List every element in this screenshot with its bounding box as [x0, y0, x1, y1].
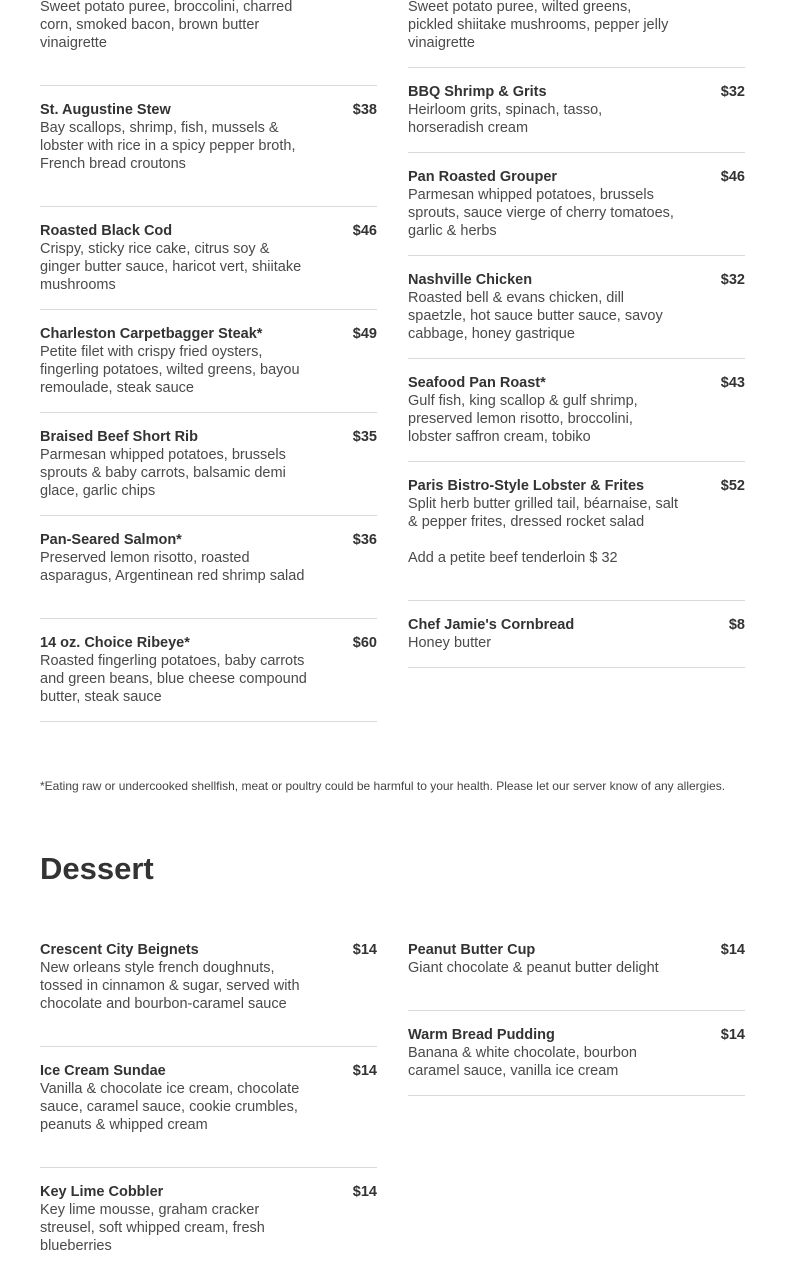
item-description: Sweet potato puree, wilted greens, pickled shiitake mushrooms, pepper jelly vinaigrette — [408, 0, 669, 51]
menu-item — [408, 256, 745, 359]
menu-item — [408, 153, 745, 256]
item-description: Gulf fish, king scallop & gulf shrimp, preserved lemon risotto, broccolini, lobster saffron cream, tobiko — [408, 393, 638, 445]
entrees-left-column — [40, 101, 377, 722]
item-price: $46 — [720, 169, 745, 185]
menu-item — [40, 0, 377, 86]
item-description: Petite filet with crispy fried oysters, fingerling potatoes, wilted greens, bayou remoulade, steak sauce — [40, 344, 300, 396]
item-price: $60 — [352, 635, 377, 651]
item-name: Roasted Black Cod — [40, 223, 173, 239]
item-price: $35 — [352, 429, 377, 445]
item-description: Roasted fingerling potatoes, baby carrots and green beans, blue cheese compound butter, steak sauce — [40, 653, 307, 705]
menu-item — [408, 68, 745, 153]
item-name: 14 oz. Choice Ribeye* — [40, 635, 190, 651]
menu-item — [40, 310, 377, 413]
menu-item — [40, 1047, 377, 1168]
item-price: $14 — [352, 1063, 377, 1079]
item-description: Preserved lemon risotto, roasted asparagus, Argentinean red shrimp salad — [40, 550, 305, 584]
item-name: Warm Bread Pudding — [408, 1027, 555, 1043]
item-name: Charleston Carpetbagger Steak* — [40, 326, 263, 342]
partial-item-left — [40, 0, 377, 86]
item-name: Crescent City Beignets — [40, 942, 199, 958]
menu-item — [408, 0, 745, 68]
item-name: Braised Beef Short Rib — [40, 429, 198, 445]
item-description: New orleans style french doughnuts, tossed in cinnamon & sugar, served with chocolate and bourbon-caramel sauce — [40, 960, 300, 1012]
item-description: Honey butter — [408, 635, 492, 651]
item-name: Peanut Butter Cup — [408, 942, 536, 958]
item-name: Chef Jamie's Cornbread — [408, 617, 575, 633]
menu-item — [40, 619, 377, 722]
item-description: Split herb butter grilled tail, béarnaise, salt & pepper frites, dressed rocket salad — [408, 496, 679, 530]
menu-item — [408, 601, 745, 668]
item-name: Pan-Seared Salmon* — [40, 532, 182, 548]
item-description: Sweet potato puree, broccolini, charred corn, smoked bacon, brown butter vinaigrette — [40, 0, 293, 51]
item-price: $8 — [728, 617, 745, 633]
item-name: Ice Cream Sundae — [40, 1063, 166, 1079]
item-description: Roasted bell & evans chicken, dill spaetzle, hot sauce butter sauce, savoy cabbage, honey gastrique — [408, 290, 663, 342]
menu-item — [40, 101, 377, 207]
item-name: Seafood Pan Roast* — [408, 375, 546, 391]
item-price: $14 — [720, 1027, 745, 1043]
menu-item — [408, 941, 745, 1011]
item-name: BBQ Shrimp & Grits — [408, 84, 547, 100]
item-price: $38 — [352, 102, 377, 118]
item-price: $36 — [352, 532, 377, 548]
entrees-right-column — [408, 68, 745, 668]
item-description: Crispy, sticky rice cake, citrus soy & ginger butter sauce, haricot vert, shiitake mushrooms — [40, 241, 302, 293]
menu-item — [408, 1011, 745, 1096]
item-description: Parmesan whipped potatoes, brussels sprouts, sauce vierge of cherry tomatoes, garlic & herbs — [408, 187, 674, 239]
item-description: Key lime mousse, graham cracker streusel, soft whipped cream, fresh blueberries — [40, 1202, 265, 1254]
menu-item — [40, 941, 377, 1047]
item-name: Pan Roasted Grouper — [408, 169, 558, 185]
item-name: St. Augustine Stew — [40, 102, 171, 118]
menu-item — [40, 516, 377, 619]
item-price: $14 — [352, 942, 377, 958]
partial-item-right — [408, 0, 745, 68]
menu-item — [40, 1168, 377, 1265]
item-name: Paris Bistro-Style Lobster & Frites — [408, 478, 645, 494]
item-price: $52 — [720, 478, 745, 494]
item-description: Bay scallops, shrimp, fish, mussels & lobster with rice in a spicy pepper broth, French bread croutons — [40, 120, 296, 172]
item-price: $14 — [720, 942, 745, 958]
item-price: $32 — [720, 272, 745, 288]
menu-item — [40, 207, 377, 310]
item-price: $14 — [352, 1184, 377, 1200]
item-description: Banana & white chocolate, bourbon caramel sauce, vanilla ice cream — [408, 1045, 637, 1079]
menu-item — [408, 462, 745, 601]
item-price: $46 — [352, 223, 377, 239]
item-description: Parmesan whipped potatoes, brussels sprouts & baby carrots, balsamic demi glace, garlic chips — [40, 447, 286, 499]
dessert-left-column — [40, 941, 377, 1265]
item-note: Add a petite beef tenderloin $ 32 — [408, 550, 618, 566]
item-price: $43 — [720, 375, 745, 391]
menu-item — [40, 413, 377, 516]
item-name: Key Lime Cobbler — [40, 1184, 164, 1200]
menu-item — [408, 359, 745, 462]
item-price: $32 — [720, 84, 745, 100]
dessert-right-column — [408, 941, 745, 1096]
item-description: Giant chocolate & peanut butter delight — [408, 960, 659, 976]
section-title-dessert: Dessert — [40, 851, 154, 886]
allergy-disclaimer: *Eating raw or undercooked shellfish, meat or poultry could be harmful to your health. Please let our server know of any allergies. — [40, 779, 726, 793]
item-name: Nashville Chicken — [408, 272, 533, 288]
item-price: $49 — [352, 326, 377, 342]
item-description: Vanilla & chocolate ice cream, chocolate sauce, caramel sauce, cookie crumbles, peanuts & whipped cream — [40, 1081, 300, 1133]
item-description: Heirloom grits, spinach, tasso, horseradish cream — [408, 102, 603, 136]
